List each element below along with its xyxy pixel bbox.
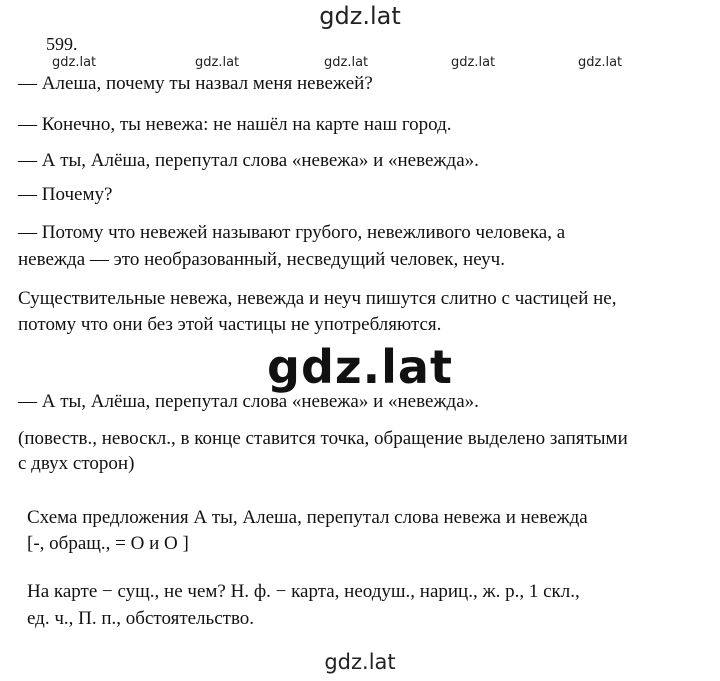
scheme-line: Схема предложения А ты, Алеша, перепутал слова невежа и невежда: [27, 507, 588, 528]
analyzed-sentence: — А ты, Алёша, перепутал слова «невежа» и «невежда».: [18, 391, 479, 412]
dialogue-line: — Потому что невежей называют грубого, невежливого человека, а: [18, 222, 566, 243]
watermark-small-3: gdz.lat: [324, 55, 369, 70]
dialogue-line: невежда — это необразованный, несведущий человек, неуч.: [18, 249, 505, 270]
watermark-top: gdz.lat: [319, 2, 401, 30]
dialogue-line: — Почему?: [18, 184, 113, 205]
analysis-line: (повеств., невоскл., в конце ставится точка, обращение выделено запятыми: [18, 428, 628, 449]
dialogue-line: — Алеша, почему ты назвал меня невежей?: [18, 73, 373, 94]
watermark-small-5: gdz.lat: [578, 55, 623, 70]
dialogue-line: — А ты, Алёша, перепутал слова «невежа» и «невежда».: [18, 150, 479, 171]
watermark-small-2: gdz.lat: [195, 55, 240, 70]
watermark-small-4: gdz.lat: [451, 55, 496, 70]
dialogue-line: — Конечно, ты невежа: не нашёл на карте наш город.: [18, 114, 452, 135]
rule-line: Существительные невежа, невежда и неуч пишутся слитно с частицей не,: [18, 288, 617, 309]
morph-line: ед. ч., П. п., обстоятельство.: [27, 608, 255, 629]
exercise-number: 599.: [46, 34, 78, 54]
analysis-line: с двух сторон): [18, 453, 135, 474]
watermark-center: gdz.lat: [267, 340, 453, 394]
scheme-line: [-, обращ., = О и О ]: [27, 533, 189, 554]
watermark-small-1: gdz.lat: [52, 55, 97, 70]
rule-line: потому что они без этой частицы не употребляются.: [18, 314, 442, 335]
morph-line: На карте − сущ., не чем? Н. ф. − карта, неодуш., нариц., ж. р., 1 скл.,: [27, 581, 580, 602]
watermark-bottom: gdz.lat: [324, 650, 396, 674]
